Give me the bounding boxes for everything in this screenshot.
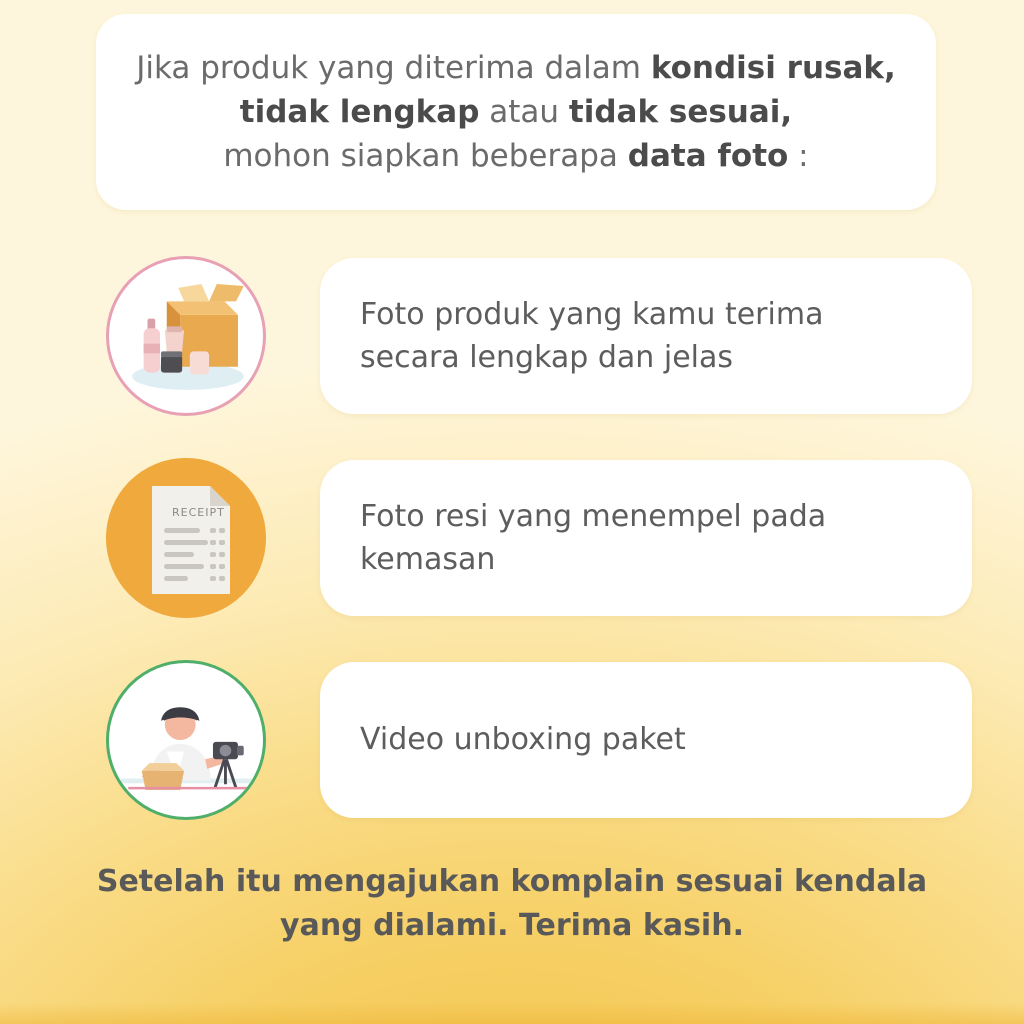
requirement-text-card (320, 258, 972, 414)
requirement-text-card (320, 662, 972, 818)
product-box-photo-illustration (109, 259, 263, 413)
header-line-3-bold: data foto (627, 138, 789, 174)
product-box-photo-icon (106, 256, 266, 416)
header-line-3-colon: : (788, 138, 809, 174)
requirement-text-card (320, 460, 972, 616)
header-line-1 (136, 46, 896, 90)
footer-line-1: Setelah itu mengajukan komplain sesuai kendala (96, 864, 928, 899)
requirement-row (106, 256, 972, 416)
footer-text (60, 860, 964, 947)
unboxing-video-illustration (109, 663, 263, 817)
header-line-2 (240, 90, 792, 134)
header-line-2-bold-a: tidak lengkap (239, 93, 480, 130)
header-line-3-plain: mohon siapkan beberapa (223, 138, 628, 174)
requirement-row (106, 660, 972, 820)
header-card (96, 14, 936, 210)
unboxing-video-icon (106, 660, 266, 820)
requirement-label: Foto resi yang menempel pada kemasan (360, 498, 827, 577)
header-line-2-bold-b: tidak sesuai, (568, 93, 793, 130)
footer-line-2: yang dialami. Terima kasih. (280, 907, 744, 943)
receipt-illustration (106, 458, 266, 618)
receipt-icon (106, 458, 266, 618)
requirement-label: Foto produk yang kamu terima secara lengkap dan jelas (360, 296, 824, 375)
header-line-1-plain: Jika produk yang diterima dalam (136, 49, 651, 86)
requirement-label: Video unboxing paket (360, 722, 686, 758)
header-line-3 (223, 134, 808, 178)
header-line-1-bold: kondisi rusak, (650, 49, 896, 86)
svg-text:RECEIPT: RECEIPT (172, 506, 225, 519)
header-line-2-plain: atau (479, 93, 569, 130)
requirement-row (106, 458, 972, 618)
